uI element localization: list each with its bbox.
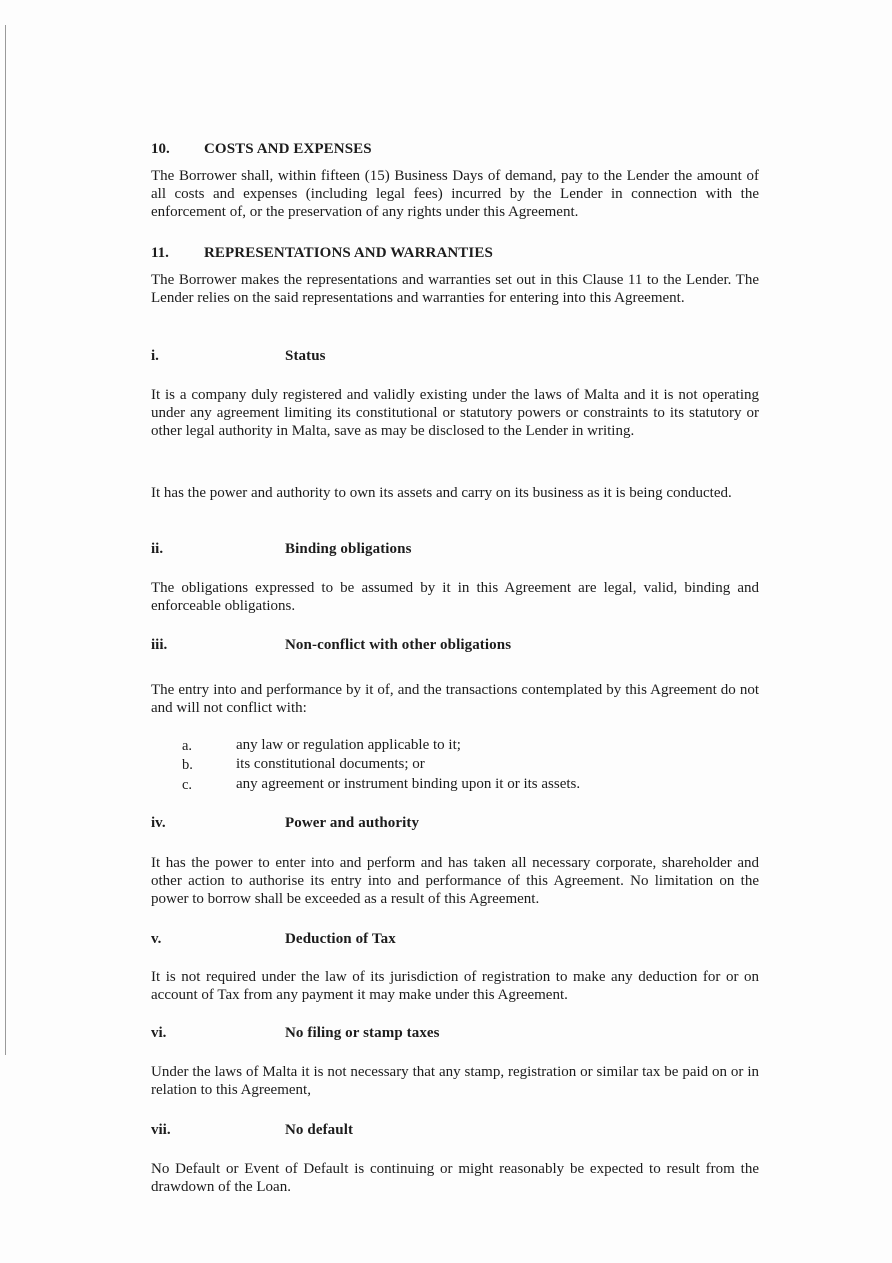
list-item-b-text: its constitutional documents; or xyxy=(236,756,425,772)
list-item-b-letter: b. xyxy=(182,757,193,773)
sub-iii-number: iii. xyxy=(151,637,168,653)
sub-iv-title: Power and authority xyxy=(285,815,420,831)
clause-10-number: 10. xyxy=(151,141,170,157)
list-item-a-letter: a. xyxy=(182,738,193,754)
sub-ii-paragraph-1: The obligations expressed to be assumed by it in this Agreement are legal, valid, binding and enforceable obligations. xyxy=(151,580,759,615)
clause-11-body: The Borrower makes the representations and warranties set out in this Clause 11 to the Lender. The Lender relies on the said representations and warranties for entering into this Agreement. xyxy=(151,272,759,307)
sub-vi-number: vi. xyxy=(151,1025,167,1041)
sub-v-number: v. xyxy=(151,931,162,947)
clause-11-number: 11. xyxy=(151,245,169,261)
clause-11-title: REPRESENTATIONS AND WARRANTIES xyxy=(204,245,493,261)
sub-vi-paragraph-1: Under the laws of Malta it is not necessary that any stamp, registration or similar tax be paid on or in relation to this Agreement, xyxy=(151,1064,759,1099)
sub-iv-number: iv. xyxy=(151,815,166,831)
sub-v-paragraph-1: It is not required under the law of its jurisdiction of registration to make any deduction for or on account of Tax from any payment it may make under this Agreement. xyxy=(151,969,759,1004)
sub-iii-title: Non-conflict with other obligations xyxy=(285,637,512,653)
sub-iii-paragraph-1: The entry into and performance by it of, and the transactions contemplated by this Agreement do not and will not conflict with: xyxy=(151,682,759,717)
sub-iv-paragraph-1: It has the power to enter into and perform and has taken all necessary corporate, shareholder and other action to authorise its entry into and performance of this Agreement. No limitation on the power to borrow shall be exceeded as a result of this Agreement. xyxy=(151,855,759,908)
sub-i-paragraph-2: It has the power and authority to own its assets and carry on its business as it is being conducted. xyxy=(151,485,732,501)
sub-ii-number: ii. xyxy=(151,541,164,557)
list-item-a-text: any law or regulation applicable to it; xyxy=(236,737,461,753)
list-item-c-letter: c. xyxy=(182,777,193,793)
sub-v-title: Deduction of Tax xyxy=(285,931,396,947)
sub-i-paragraph-1: It is a company duly registered and validly existing under the laws of Malta and it is not operating under any agreement limiting its constitutional or statutory powers or constraints to its statutory or other legal authority in Malta, save as may be disclosed to the Lender in writing. xyxy=(151,387,759,440)
sub-i-title: Status xyxy=(285,348,326,364)
sub-vii-paragraph-1: No Default or Event of Default is continuing or might reasonably be expected to result from the drawdown of the Loan. xyxy=(151,1161,759,1196)
list-item-c-text: any agreement or instrument binding upon it or its assets. xyxy=(236,776,581,792)
sub-ii-title: Binding obligations xyxy=(285,541,412,557)
sub-i-number: i. xyxy=(151,348,159,364)
sub-vii-number: vii. xyxy=(151,1122,171,1138)
sub-vii-title: No default xyxy=(285,1122,354,1138)
sub-vi-title: No filing or stamp taxes xyxy=(285,1025,440,1041)
clause-10-title: COSTS AND EXPENSES xyxy=(204,141,372,157)
clause-10-body: The Borrower shall, within fifteen (15) Business Days of demand, pay to the Lender the amount of all costs and expenses (including legal fees) incurred by the Lender in connection with the enforcement of, or the preservation of any rights under this Agreement. xyxy=(151,168,759,221)
